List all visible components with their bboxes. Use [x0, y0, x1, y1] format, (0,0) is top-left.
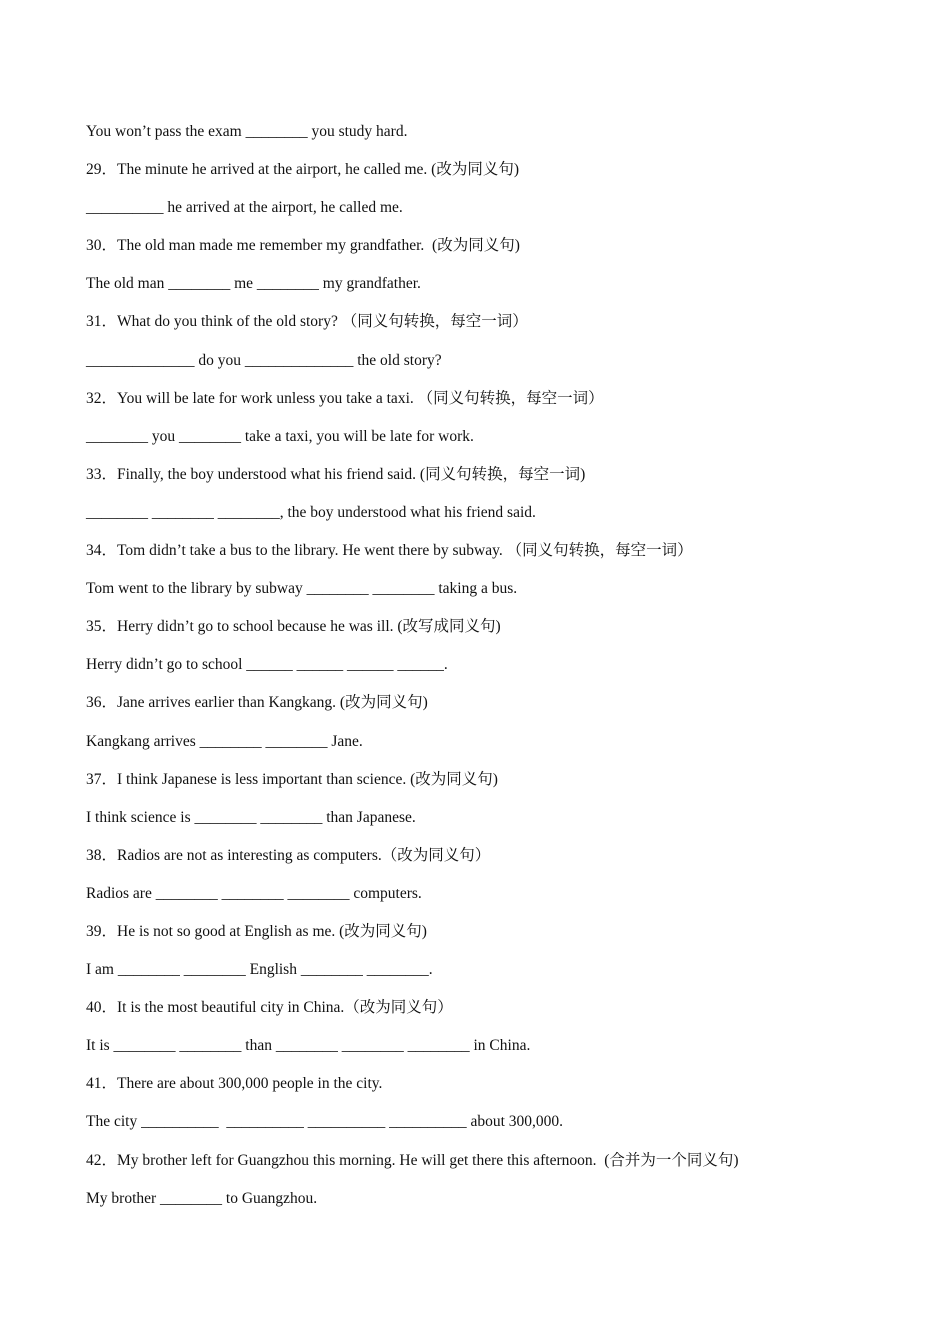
question-40: 40．It is the most beautiful city in China.（改为同义句） [86, 999, 453, 1017]
answer-line-30: The old man ________ me ________ my grandfather. [86, 275, 421, 293]
answer-line-37: I think science is ________ ________ than Japanese. [86, 808, 416, 826]
answer-line-29: __________ he arrived at the airport, he called me. [86, 199, 403, 217]
question-36: 36．Jane arrives earlier than Kangkang. (改为同义句) [86, 694, 428, 712]
question-33: 33．Finally, the boy understood what his friend said. (同义句转换，每空一词) [86, 465, 586, 483]
answer-line-28: You won’t pass the exam ________ you study hard. [86, 123, 408, 140]
question-39: 39．He is not so good at English as me. (改为同义句) [86, 922, 427, 940]
question-31: 31．What do you think of the old story? （同义句转换，每空一词） [86, 313, 528, 331]
answer-line-33: ________ ________ ________, the boy understood what his friend said. [86, 503, 536, 521]
question-37: 37．I think Japanese is less important than science. (改为同义句) [86, 770, 498, 788]
question-38: 38．Radios are not as interesting as computers.（改为同义句） [86, 846, 491, 864]
answer-line-32: ________ you ________ take a taxi, you will be late for work. [86, 427, 474, 445]
answer-line-39: I am ________ ________ English ________ ________. [86, 961, 433, 979]
question-35: 35．Herry didn’t go to school because he was ill. (改写成同义句) [86, 618, 501, 636]
question-34: 34．Tom didn’t take a bus to the library. He went there by subway. （同义句转换，每空一词） [86, 542, 693, 560]
question-29: 29．The minute he arrived at the airport, he called me. (改为同义句) [86, 161, 519, 179]
answer-line-31: ______________ do you ______________ the old story? [86, 351, 442, 369]
answer-line-34: Tom went to the library by subway ________ ________ taking a bus. [86, 580, 518, 598]
answer-line-40: It is ________ ________ than ________ ________ ________ in China. [86, 1037, 531, 1055]
answer-line-35: Herry didn’t go to school ______ ______ ______ ______. [86, 656, 448, 674]
question-30: 30．The old man made me remember my grandfather. (改为同义句) [86, 237, 520, 255]
answer-line-38: Radios are ________ ________ ________ computers. [86, 884, 422, 902]
answer-line-42: My brother ________ to Guangzhou. [86, 1189, 318, 1207]
question-32: 32．You will be late for work unless you take a taxi. （同义句转换，每空一词） [86, 389, 604, 407]
worksheet-page [86, 118, 906, 1223]
answer-line-41: The city __________ __________ __________ __________ about 300,000. [86, 1113, 564, 1131]
answer-line-36: Kangkang arrives ________ ________ Jane. [86, 732, 363, 750]
question-42: 42．My brother left for Guangzhou this morning. He will get there this afternoon. (合并为一个同义句) [86, 1151, 739, 1169]
question-41: 41．There are about 300,000 people in the city. [86, 1075, 383, 1093]
